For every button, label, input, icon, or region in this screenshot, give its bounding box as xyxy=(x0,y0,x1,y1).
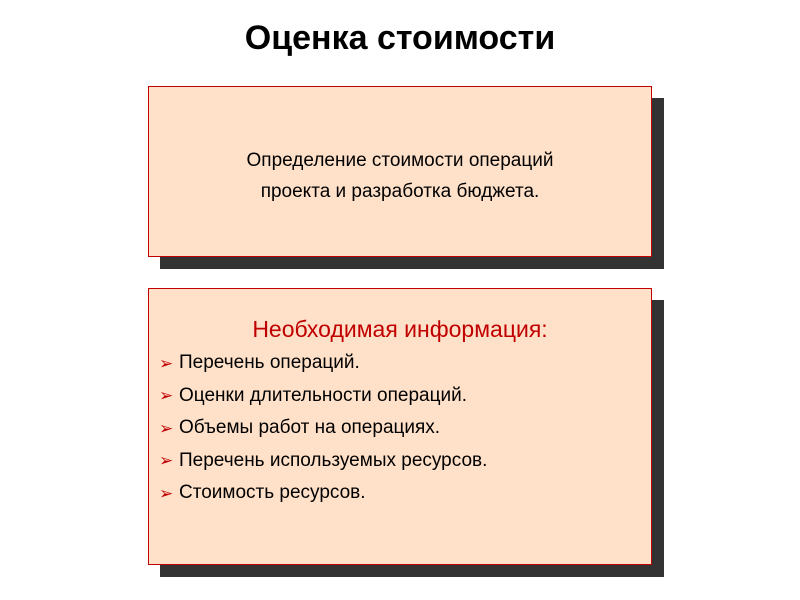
definition-text xyxy=(149,145,651,207)
list-item-text: Перечень используемых ресурсов. xyxy=(179,449,488,471)
required-info-card xyxy=(148,288,664,577)
definition-card-body xyxy=(148,86,652,257)
arrow-right-icon: ➢ xyxy=(159,451,174,471)
required-info-card-body xyxy=(148,288,652,565)
list-item xyxy=(159,347,487,380)
list-item-text: Объемы работ на операциях. xyxy=(179,417,441,439)
slide-title: Оценка стоимости xyxy=(244,19,556,57)
definition-line-1: Определение стоимости операций xyxy=(246,150,554,171)
list-item-text: Перечень операций. xyxy=(179,352,360,374)
list-item xyxy=(159,412,487,445)
definition-line-2: проекта и разработка бюджета. xyxy=(260,181,540,202)
list-item xyxy=(159,477,487,510)
arrow-right-icon: ➢ xyxy=(159,418,174,438)
arrow-right-icon: ➢ xyxy=(159,353,174,373)
list-item-text: Оценки длительности операций. xyxy=(179,384,468,406)
arrow-right-icon: ➢ xyxy=(159,483,174,503)
required-info-heading: Необходимая информация: xyxy=(252,316,548,342)
arrow-right-icon: ➢ xyxy=(159,386,174,406)
definition-card xyxy=(148,86,664,269)
required-info-list xyxy=(159,347,487,510)
list-item xyxy=(159,445,487,478)
list-item-text: Стоимость ресурсов. xyxy=(179,482,366,504)
list-item xyxy=(159,380,487,413)
